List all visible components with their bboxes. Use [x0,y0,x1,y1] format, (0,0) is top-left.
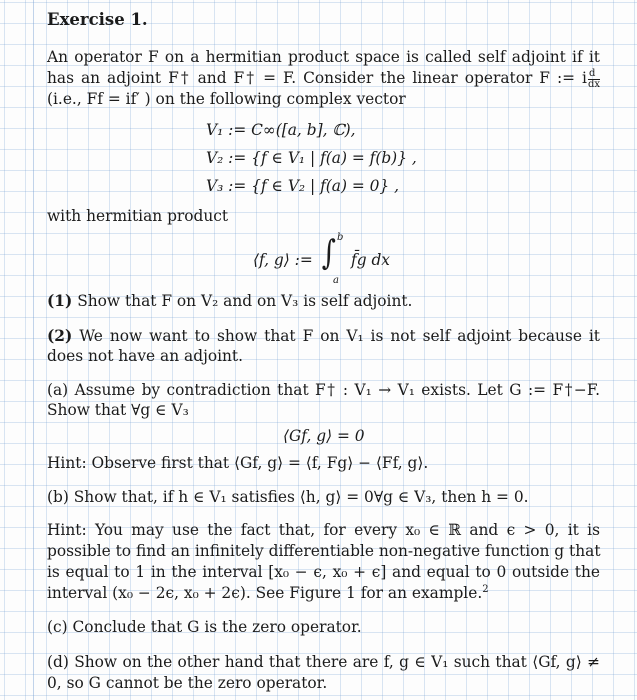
fraction-denominator: dx [587,78,600,90]
part-b-hint-line-2: possible to find an infinitely differentiable non-negative function g that [47,542,601,560]
part-b-hint-4-text: interval (x₀ − 2ϵ, x₀ + 2ϵ). See Figure 1 for an example. [47,584,483,602]
part-a-hint: Hint: Observe first that ⟨Gf, g⟩ = ⟨f, Fg⟩ − ⟨Ff, g⟩. [47,454,429,472]
product-integrand: f̄g dx [351,251,390,269]
part-b-hint-line-1: Hint: You may use the fact that, for every x₀ ∈ ℝ and ϵ > 0, it is [47,521,600,539]
part-a-line-1: (a) Assume by contradiction that F† : V₁ → V₁ exists. Let G := F†−F. [47,381,600,399]
exercise-title: Exercise 1. [47,10,148,29]
notebook-margin-line [33,0,34,700]
derivative-fraction [588,69,600,90]
footnote-mark: 2 [482,584,489,595]
part-2-label: (2) [47,327,73,345]
part-1-label: (1) [47,292,73,310]
part-b-line-1: (b) Show that, if h ∈ V₁ satisfies ⟨h, g⟩ = 0∀g ∈ V₃, then h = 0. [47,488,529,506]
integral-lower-limit: a [333,275,339,286]
part-b-hint-line-3: is equal to 1 in the interval [x₀ − ϵ, x₀ + ϵ] and equal to 0 outside the [47,563,600,581]
part-2-text: We now want to show that F on V₁ is not self adjoint because it [79,327,600,345]
product-intro: with hermitian product [47,207,229,225]
space-v1-definition: V₁ := C∞([a, b], ℂ), [206,121,356,139]
integral-sign: ∫ [321,233,336,273]
part-2-line-1 [47,326,600,346]
intro-line-2-text: has an adjoint F† and F† = F. Consider the linear operator F := i [47,69,587,87]
part-1-text: Show that F on V₂ and on V₃ is self adjoint. [77,292,413,310]
part-a-equation: ⟨Gf, g⟩ = 0 [283,427,365,445]
part-1 [47,291,412,311]
part-d-line-2: 0, so G cannot be the zero operator. [47,674,328,692]
part-a-line-2: Show that ∀g ∈ V₃ [47,401,189,419]
space-v3-definition: V₃ := {f ∈ V₂ | f(a) = 0} , [206,177,399,195]
integral-upper-limit: b [337,232,344,243]
product-lhs: ⟨f, g⟩ := [253,251,313,269]
part-2-line-2: does not have an adjoint. [47,347,244,365]
intro-line-3: (i.e., Ff = if′ ) on the following complex vector [47,90,406,108]
intro-line-1: An operator F on a hermitian product space is called self adjoint if it [47,48,600,66]
fraction-numerator: d [588,69,600,80]
part-c: (c) Conclude that G is the zero operator. [47,618,362,636]
intro-line-2 [47,68,600,90]
space-v2-definition: V₂ := {f ∈ V₁ | f(a) = f(b)} , [206,149,417,167]
part-d-line-1: (d) Show on the other hand that there are f, g ∈ V₁ such that ⟨Gf, g⟩ ≠ [47,653,600,671]
part-b-hint-line-4 [47,583,489,603]
